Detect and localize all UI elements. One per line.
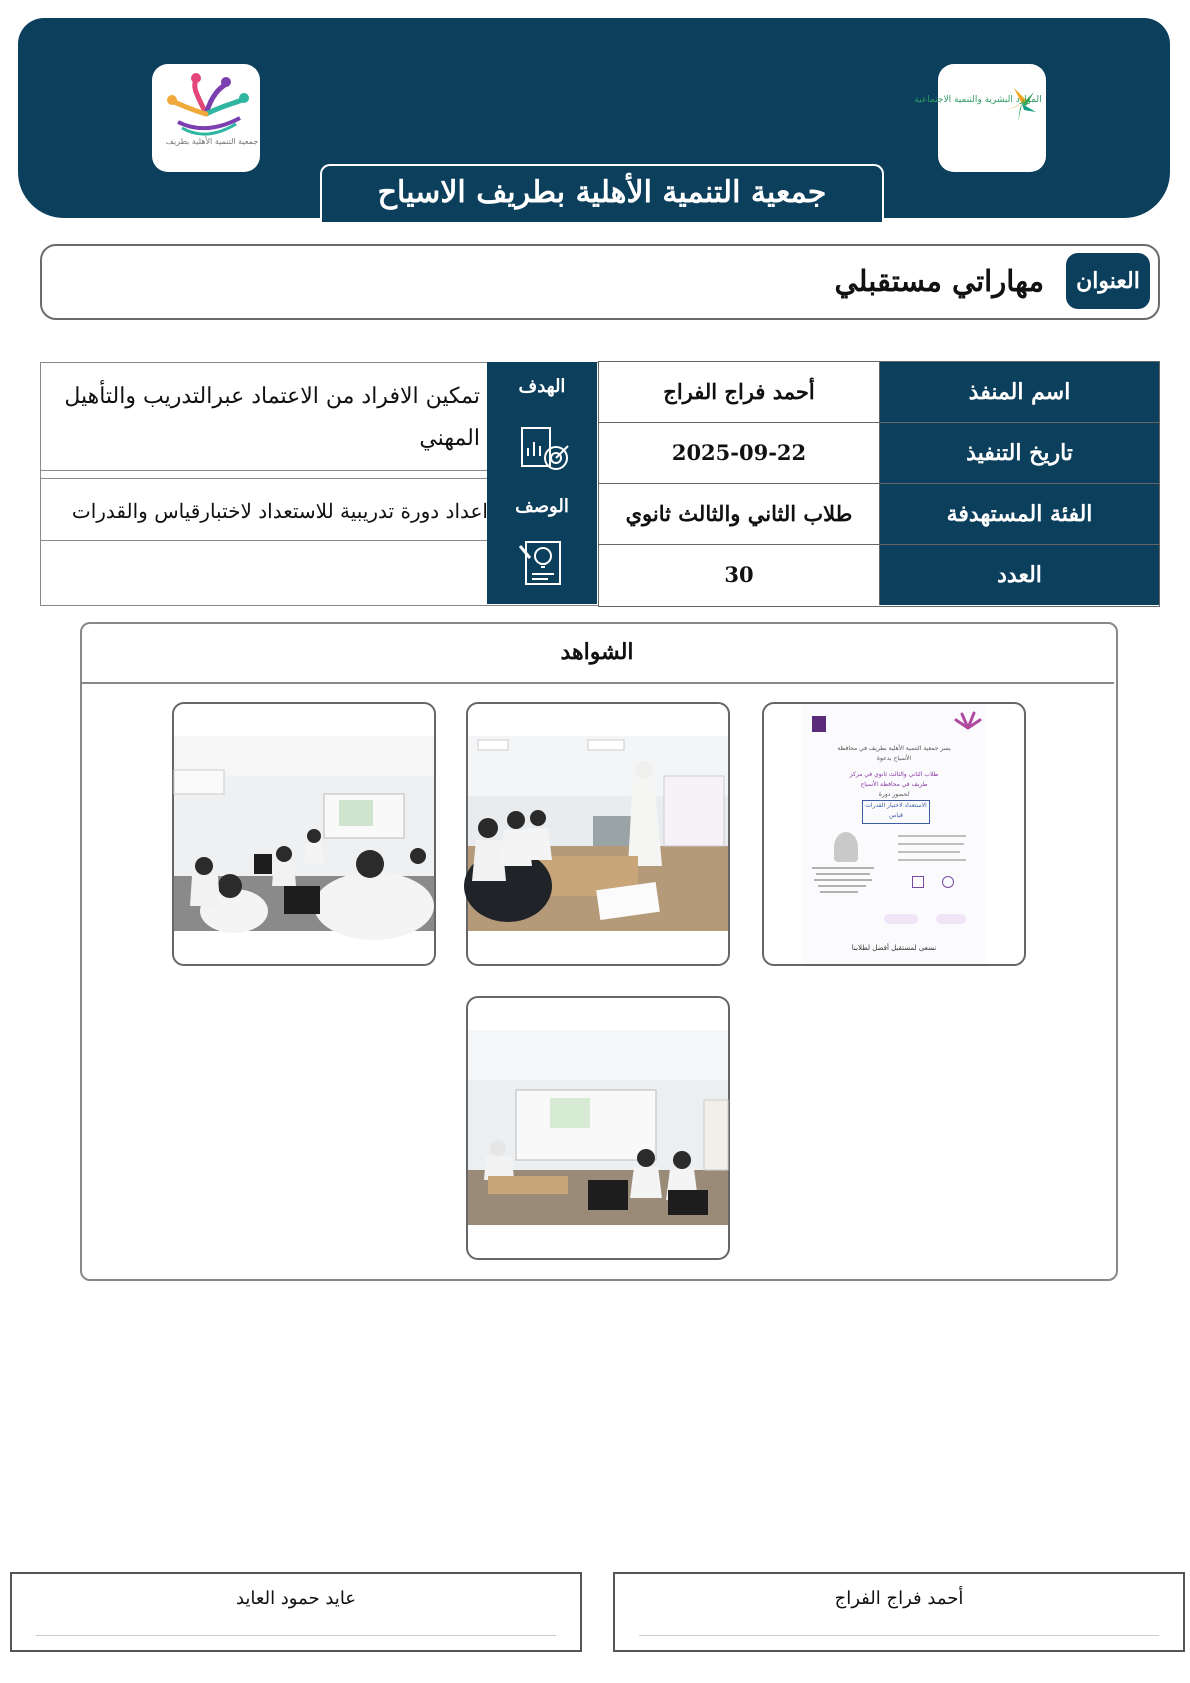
poster-logo-icon xyxy=(812,716,826,732)
divider xyxy=(40,478,487,479)
clock-icon xyxy=(942,876,954,888)
classroom-photo xyxy=(468,736,728,931)
poster-details xyxy=(808,864,878,898)
divider xyxy=(40,540,487,541)
info-row-date xyxy=(599,423,1159,484)
poster-line: لحضور دورة xyxy=(878,791,910,798)
association-logo xyxy=(152,64,260,172)
poster-badge: الاستعداد لاختبار القدرات قياس xyxy=(862,800,930,824)
info-value: 2025-09-22 xyxy=(599,423,880,483)
info-row-count xyxy=(599,545,1159,605)
info-label: اسم المنفذ xyxy=(880,362,1159,422)
poster-points xyxy=(894,832,974,872)
header-title: جمعية التنمية الأهلية بطريف الاسياح xyxy=(320,164,884,222)
poster-association-logo-icon xyxy=(954,710,982,732)
description-label: الوصف xyxy=(515,496,569,517)
poster-line: طريف في محافظة الأسياح xyxy=(860,781,928,788)
evidence-photo-poster[interactable] xyxy=(762,702,1026,966)
ministry-logo-text: الموارد البشرية والتنمية الاجتماعية xyxy=(914,95,1042,105)
classroom-photo xyxy=(174,736,434,931)
poster-tag xyxy=(936,914,966,924)
poster-line: الأسياح بدعوة xyxy=(876,755,912,762)
poster-instructor-photo xyxy=(834,832,858,862)
signature-name: عايد حمود العايد xyxy=(235,1588,357,1609)
info-label: الفئة المستهدفة xyxy=(880,484,1159,544)
ministry-logo xyxy=(914,64,1046,172)
signature-line xyxy=(36,1635,556,1636)
info-label: العدد xyxy=(880,545,1159,605)
description-document-icon xyxy=(516,536,572,588)
classroom-photo xyxy=(468,1030,728,1225)
goal-text: تمكين الافراد من الاعتماد عبرالتدريب والتأهيل المهني xyxy=(64,384,480,451)
evidence-photo-class-front[interactable] xyxy=(466,996,730,1260)
evidence-title: الشواهد xyxy=(80,622,1114,684)
goal-target-icon xyxy=(516,424,572,474)
poster-line: يسر جمعية التنمية الأهلية بطريف في محافظة xyxy=(837,745,951,752)
title-label: العنوان xyxy=(1066,253,1150,309)
info-row-executor xyxy=(599,362,1159,423)
info-table xyxy=(598,361,1160,607)
goal-label: الهدف xyxy=(518,376,566,397)
info-value: طلاب الثاني والثالث ثانوي xyxy=(599,484,880,544)
divider xyxy=(40,470,487,471)
association-logo-text: جمعية التنمية الأهلية بطريف xyxy=(165,137,259,146)
evidence-photo-instructor[interactable] xyxy=(466,702,730,966)
evidence-photo-students[interactable] xyxy=(172,702,436,966)
info-value: 30 xyxy=(599,545,880,605)
info-value: أحمد فراج الفراج xyxy=(599,362,880,422)
signature-box-executor xyxy=(613,1572,1185,1652)
info-label: تاريخ التنفيذ xyxy=(880,423,1159,483)
description-text: اعداد دورة تدريبية للاستعداد لاختبارقياس والقدرات xyxy=(71,499,488,523)
title-value: مهاراتي مستقبلي xyxy=(834,264,1044,298)
signature-box-manager xyxy=(10,1572,582,1652)
info-row-target-group xyxy=(599,484,1159,545)
poster-tag xyxy=(884,914,918,924)
calendar-icon xyxy=(912,876,924,888)
signature-line xyxy=(639,1635,1159,1636)
poster-line: طلاب الثاني والثالث ثانوي في مركز xyxy=(849,771,939,778)
poster-footer: نسعى لمستقبل أفضل لطلابنا xyxy=(851,944,937,952)
signature-name: أحمد فراج الفراج xyxy=(834,1588,964,1609)
